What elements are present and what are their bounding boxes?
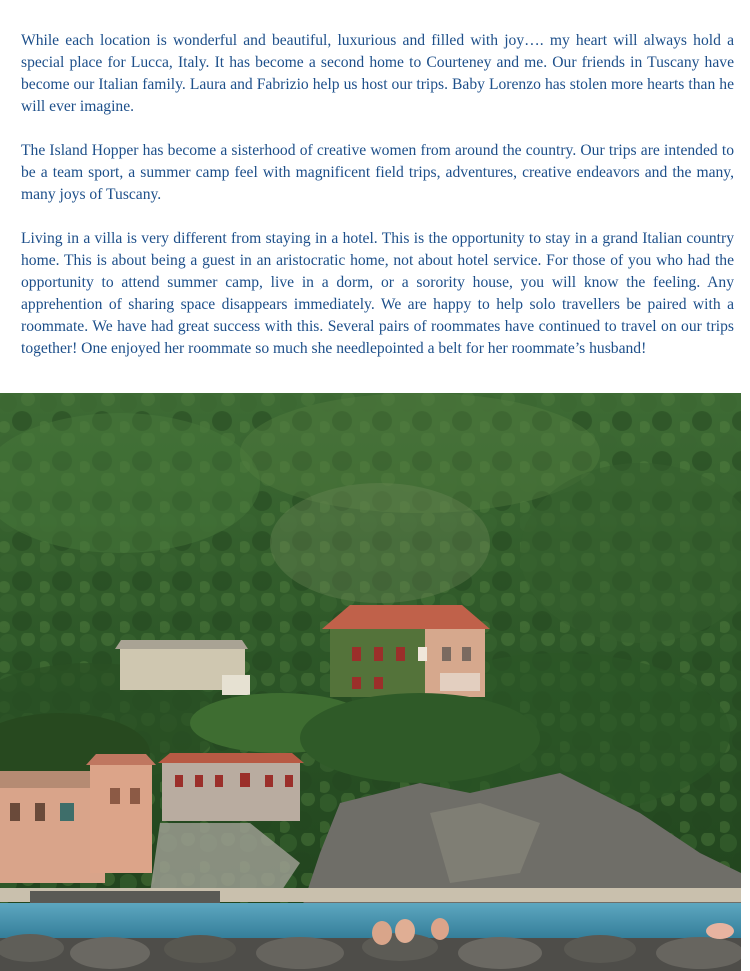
- breakwater-rocks: [0, 933, 741, 971]
- paragraph-villa-living: Living in a villa is very different from staying in a hotel. This is the opportunity to stay in a grand Italian country home. This is about being a guest in an aristocratic home, not about hotel service. For those of you who had the opportunity to attend summer camp, live in a dorm, or a sorority house, you will know the feeling. Any apprehention of sharing space disappears immediately. We are happy to help solo travellers be paired with a roommate. We have had great success with this. Several pairs of roommates have continued to travel on our trips together! One enjoyed her roommate so much she needlepointed a belt for her roommate’s husband!: [21, 230, 734, 357]
- coastal-villa-photo: [0, 393, 741, 971]
- paragraph-lucca: While each location is wonderful and beautiful, luxurious and filled with joy…. my heart will always hold a special place for Lucca, Italy. It has become a second home to Courteney and me. Our friends in Tuscany have become our Italian family. Laura and Fabrizio help us host our trips. Baby Lorenzo has stolen more hearts than he will ever imagine.: [21, 32, 734, 115]
- sea: [0, 903, 741, 943]
- ivy-covered-villa: [322, 605, 490, 697]
- body-text: [21, 30, 734, 382]
- paragraph-island-hopper: The Island Hopper has become a sisterhood of creative women from around the country. Our trips are intended to be a team sport, a summer camp feel with magnificent field trips, adventures, creative endeavors and the many, many joys of Tuscany.: [21, 142, 734, 203]
- harbor-building: [0, 754, 156, 883]
- hillside-building: [115, 640, 250, 695]
- stone-house: [158, 753, 304, 821]
